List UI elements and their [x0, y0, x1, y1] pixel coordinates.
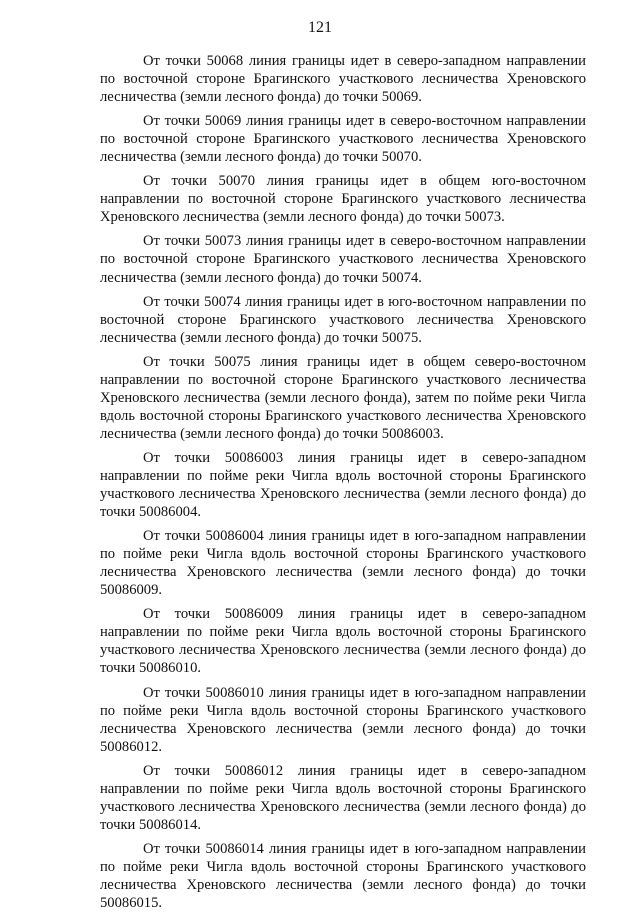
- paragraph-11: От точки 50086012 линия границы идет в северо-западном направлении по пойме реки Чигла вдоль восточной стороны Брагинского участкового лесничества Хреновского лесничества (земли лесного фонда) до точки 50086014.: [100, 762, 586, 833]
- paragraph-7: От точки 50086003 линия границы идет в северо-западном направлении по пойме реки Чигла вдоль восточной стороны Брагинского участкового лесничества Хреновского лесничества (земли лесного фонда) до точки 50086004.: [100, 449, 586, 521]
- paragraph-12: От точки 50086014 линия границы идет в юго-западном направлении по пойме реки Чигла вдоль восточной стороны Брагинского участкового лесничества Хреновского лесничества (земли лесного фонда) до точки 50086015.: [100, 840, 586, 912]
- paragraph-3: От точки 50070 линия границы идет в общем юго-восточном направлении по восточной стороне Брагинского участкового лесничества Хреновского лесничества (земли лесного фонда) до точки 50073.: [100, 173, 586, 226]
- paragraph-5: От точки 50074 линия границы идет в юго-восточном направлении по восточной стороне Брагинского участкового лесничества Хреновского лесничества (земли лесного фонда) до точки 50075.: [100, 293, 586, 346]
- paragraph-10: От точки 50086010 линия границы идет в юго-западном направлении по пойме реки Чигла вдоль восточной стороны Брагинского участкового лесничества Хреновского лесничества (земли лесного фонда) до точки 50086012.: [100, 684, 586, 755]
- page-number: 121: [308, 19, 332, 36]
- paragraph-2: От точки 50069 линия границы идет в северо-восточном направлении по восточной стороне Брагинского участкового лесничества Хреновского лесничества (земли лесного фонда) до точки 50070.: [100, 113, 586, 166]
- paragraph-6: От точки 50075 линия границы идет в общем северо-восточном направлении по восточной стороне Брагинского участкового лесничества Хреновского лесничества (земли лесного фонда), затем по пойме реки Чигла вдоль восточной стороны Брагинского участкового лесничества Хреновского лесничества (земли лесного фонда) до точки 50086003.: [100, 353, 586, 442]
- paragraph-4: От точки 50073 линия границы идет в северо-восточном направлении по восточной стороне Брагинского участкового лесничества Хреновского лесничества (земли лесного фонда) до точки 50074.: [100, 233, 586, 286]
- document-body: [100, 52, 586, 918]
- paragraph-1: От точки 50068 линия границы идет в северо-западном направлении по восточной стороне Брагинского участкового лесничества Хреновского лесничества (земли лесного фонда) до точки 50069.: [100, 53, 586, 106]
- paragraph-9: От точки 50086009 линия границы идет в северо-западном направлении по пойме реки Чигла вдоль восточной стороны Брагинского участкового лесничества Хреновского лесничества (земли лесного фонда) до точки 50086010.: [100, 606, 586, 677]
- paragraph-8: От точки 50086004 линия границы идет в юго-западном направлении по пойме реки Чигла вдоль восточной стороны Брагинского участкового лесничества Хреновского лесничества (земли лесного фонда) до точки 50086009.: [100, 528, 586, 599]
